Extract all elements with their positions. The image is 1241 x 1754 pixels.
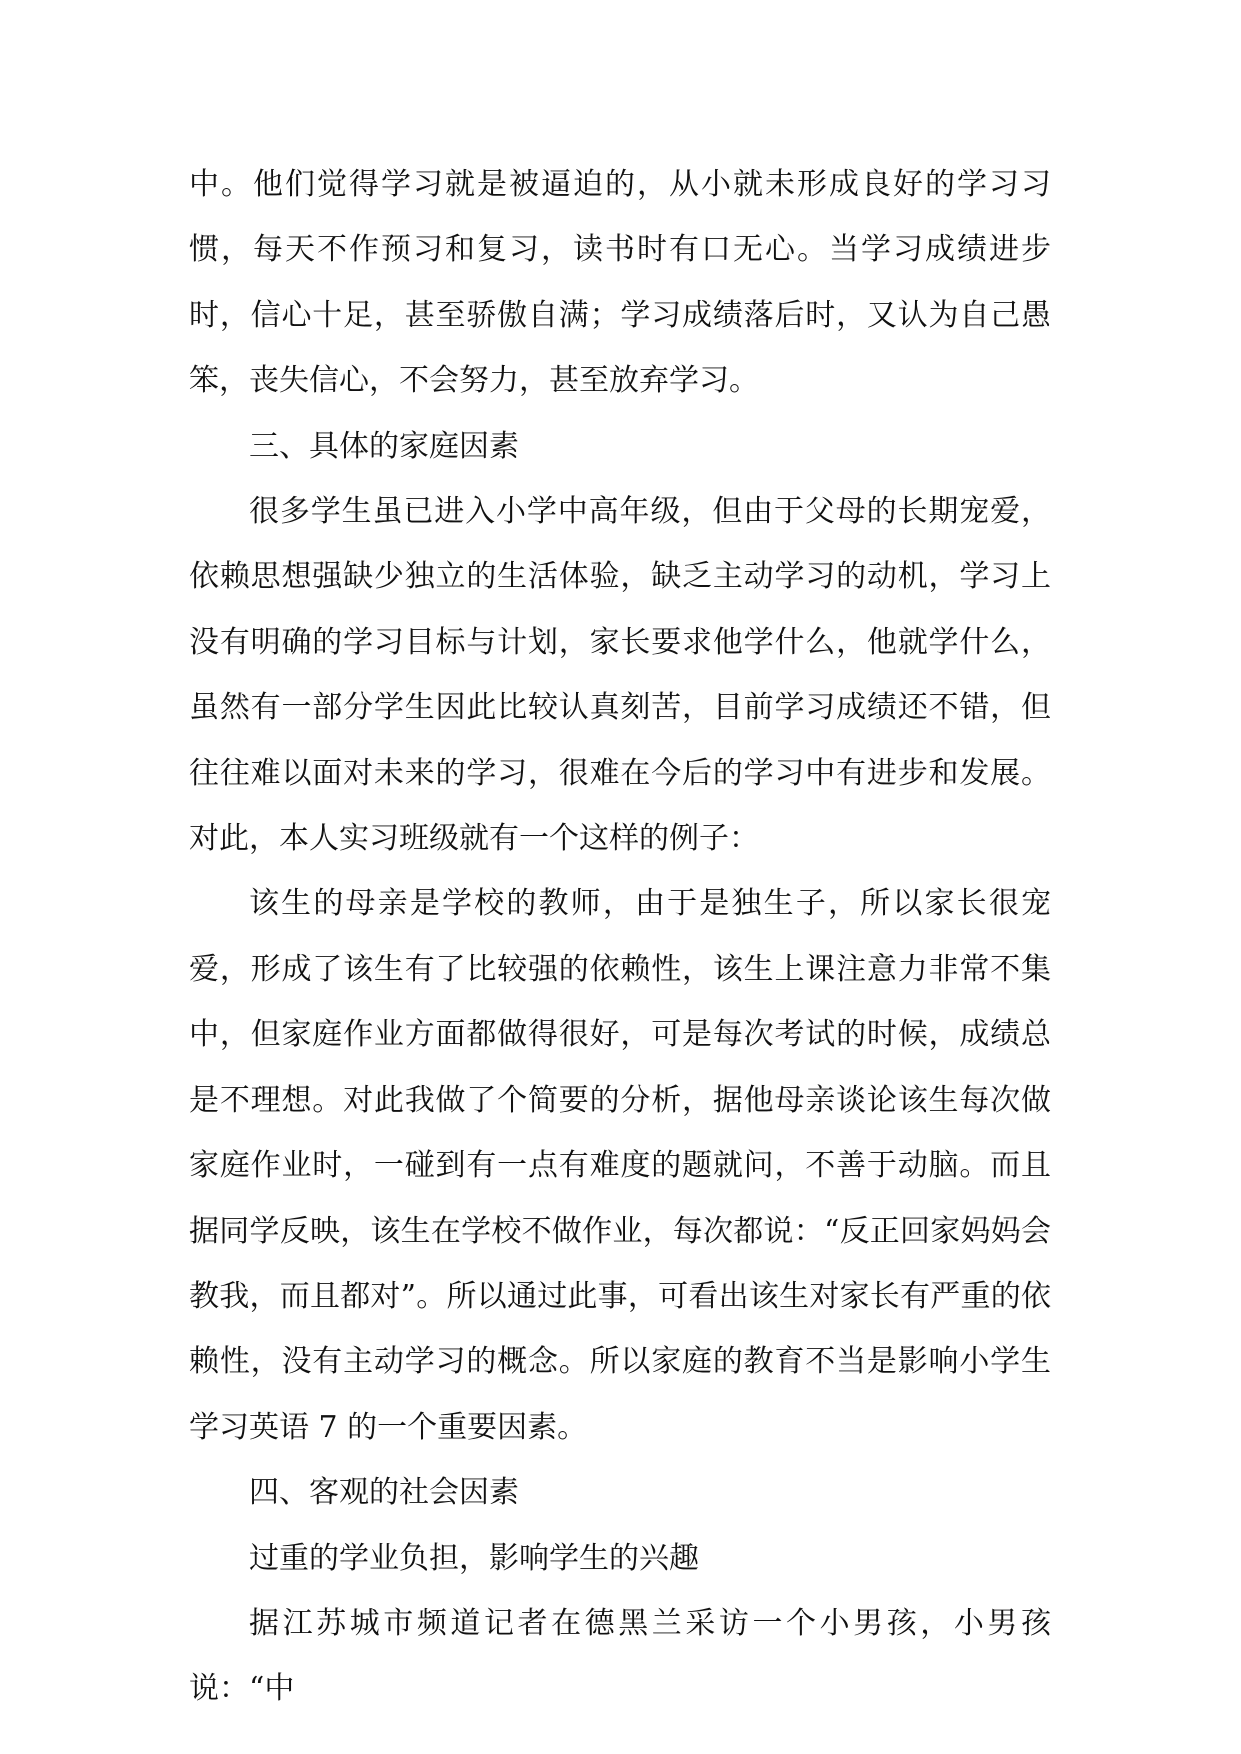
paragraph-family-dependence: 很多学生虽已进入小学中高年级，但由于父母的长期宠爱，依赖思想强缺少独立的生活体验，缺乏主动学习的动机，学习上没有明确的学习目标与计划，家长要求他学什么，他就学什么，虽然有一部分学生因此比较认真刻苦，目前学习成绩还不错，但往往难以面对未来的学习，很难在今后的学习中有进步和发展。对此，本人实习班级就有一个这样的例子： [189,494,1051,857]
document-body [189,152,1051,1722]
paragraph-case-example: 该生的母亲是学校的教师，由于是独生子，所以家长很宠爱，形成了该生有了比较强的依赖性，该生上课注意力非常不集中，但家庭作业方面都做得很好，可是每次考试的时候，成绩总是不理想。对此我做了个简要的分析，据他母亲谈论该生每次做家庭作业时，一碰到有一点有难度的题就问，不善于动脑。而且据同学反映，该生在学校不做作业，每次都说：“反正回家妈妈会教我，而且都对”。所以通过此事，可看出该生对家长有严重的依赖性，没有主动学习的概念。所以家庭的教育不当是影响小学生学习英语 7 的一个重要因素。 [189,886,1051,1445]
paragraph-interview: 据江苏城市频道记者在德黑兰采访一个小男孩，小男孩说：“中 [189,1605,1051,1707]
subheading-academic-burden: 过重的学业负担，影响学生的兴趣 [249,1540,699,1576]
section-heading-family-factors: 三、具体的家庭因素 [249,428,519,464]
section-heading-social-factors: 四、客观的社会因素 [249,1475,519,1511]
paragraph-continuation: 中。他们觉得学习就是被逼迫的，从小就未形成良好的学习习惯，每天不作预习和复习，读书时有口无心。当学习成绩进步时，信心十足，甚至骄傲自满；学习成绩落后时，又认为自己愚笨，丧失信心，不会努力，甚至放弃学习。 [189,167,1051,399]
